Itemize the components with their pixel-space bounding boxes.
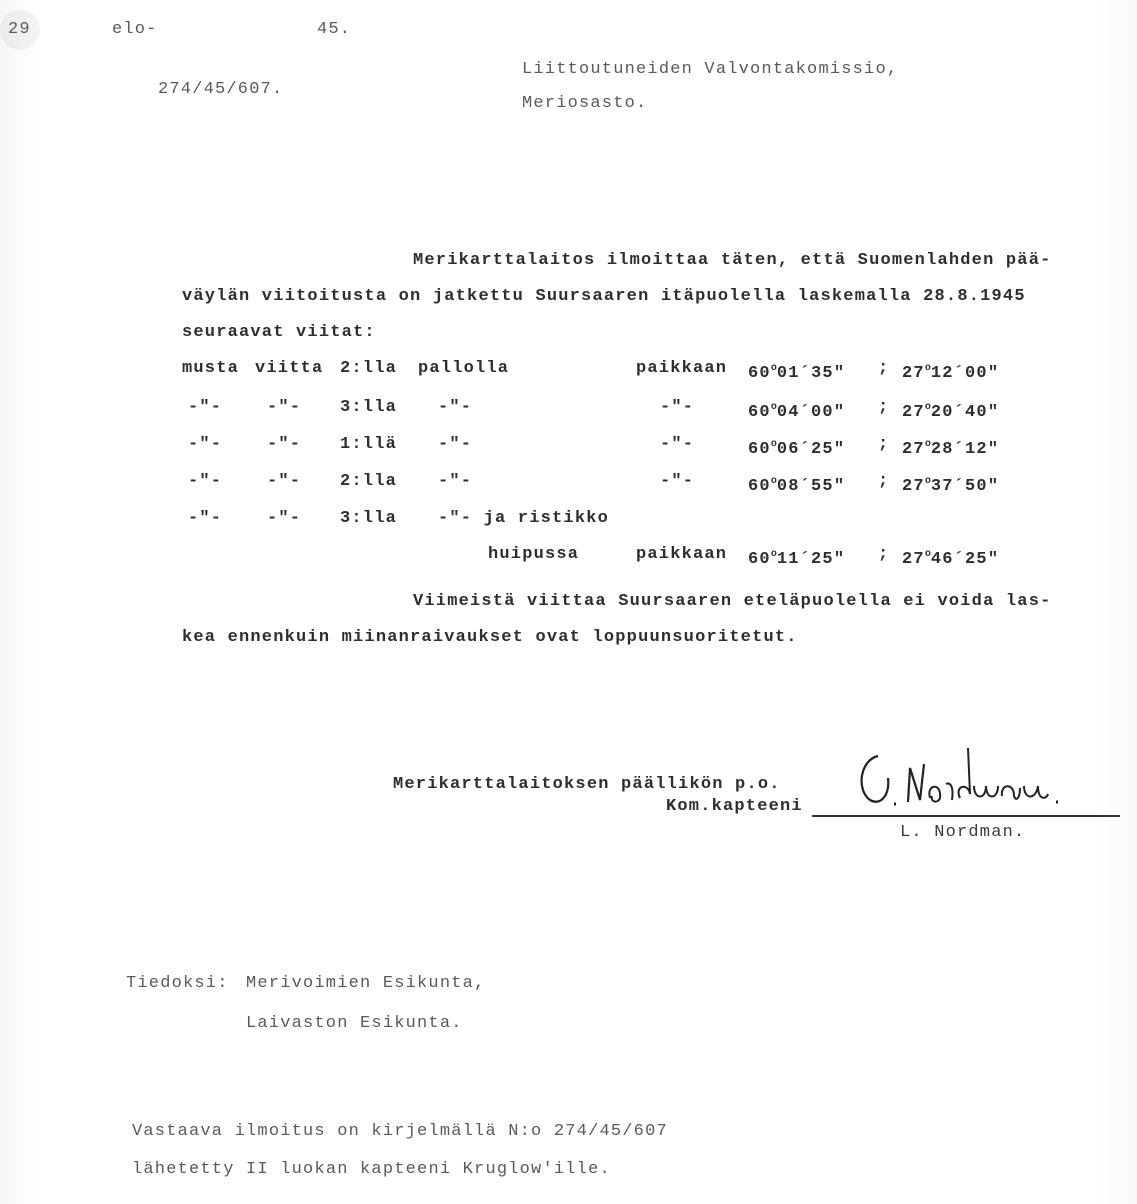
- coord-separator: ;: [878, 359, 890, 378]
- buoy-count: 2:lla: [340, 472, 398, 491]
- coord-separator: ;: [878, 472, 890, 491]
- buoy-longitude: 27$^o$20´40": [902, 402, 1000, 422]
- header-month: elo-: [112, 20, 158, 39]
- buoy-mark: -"- ja ristikko: [438, 509, 610, 528]
- footer-line-2: lähetetty II luokan kapteeni Kruglow'ille.: [132, 1160, 611, 1179]
- cc-line-2: Laivaston Esikunta.: [246, 1014, 463, 1033]
- signatory-rank: Kom.kapteeni: [666, 797, 803, 816]
- buoy-longitude: 27$^o$28´12": [902, 439, 1000, 459]
- buoy-mark: -"-: [438, 435, 473, 454]
- buoy-mark: pallolla: [418, 359, 510, 378]
- coord-separator: ;: [878, 545, 890, 564]
- closing-line-2: kea ennenkuin miinanraivaukset ovat loppuunsuoritetut.: [182, 628, 798, 647]
- buoy-latitude: 60$^o$06´25": [748, 439, 846, 459]
- recipient-line-2: Meriosasto.: [522, 94, 648, 113]
- buoy-location-label: -"-: [660, 398, 695, 417]
- buoy-mark: -"-: [438, 398, 473, 417]
- intro-line-2: väylän viitoitusta on jatkettu Suursaaren itäpuolella laskemalla 28.8.1945: [182, 287, 1026, 306]
- buoy-type: -"-: [267, 435, 302, 454]
- buoy-type: -"-: [267, 509, 302, 528]
- buoy-count: 3:lla: [340, 509, 398, 528]
- buoy-location-label: paikkaan: [636, 359, 728, 378]
- buoy-latitude: 60$^o$01´35": [748, 363, 846, 383]
- header-reference: 274/45/607.: [158, 80, 284, 99]
- buoy-latitude: 60$^o$11´25": [748, 549, 846, 569]
- buoy-type: -"-: [267, 398, 302, 417]
- buoy-color: musta: [182, 359, 240, 378]
- footer-line-1: Vastaava ilmoitus on kirjelmällä N:o 274/45/607: [132, 1122, 668, 1141]
- signatory-title: Merikarttalaitoksen päällikön p.o.: [393, 775, 781, 794]
- buoy-count: 2:lla: [340, 359, 398, 378]
- buoy-color: -"-: [188, 398, 223, 417]
- header-day: 29: [8, 20, 31, 39]
- buoy-color: -"-: [188, 509, 223, 528]
- handwritten-signature: [850, 738, 1090, 818]
- buoy-count: 1:llä: [340, 435, 398, 454]
- buoy-type: viitta: [255, 359, 324, 378]
- cc-line-1: Merivoimien Esikunta,: [246, 974, 486, 993]
- buoy-latitude: 60$^o$08´55": [748, 476, 846, 496]
- buoy-type: -"-: [267, 472, 302, 491]
- buoy-longitude: 27$^o$37´50": [902, 476, 1000, 496]
- cc-label: Tiedoksi:: [126, 974, 229, 993]
- buoy-color: -"-: [188, 472, 223, 491]
- buoy-mark-continued: huipussa: [488, 545, 580, 564]
- buoy-color: -"-: [188, 435, 223, 454]
- buoy-latitude: 60$^o$04´00": [748, 402, 846, 422]
- coord-separator: ;: [878, 398, 890, 417]
- buoy-longitude: 27$^o$12´00": [902, 363, 1000, 383]
- signatory-name: L. Nordman.: [900, 823, 1026, 842]
- buoy-longitude: 27$^o$46´25": [902, 549, 1000, 569]
- intro-line-3: seuraavat viitat:: [182, 323, 376, 342]
- buoy-location-label: -"-: [660, 435, 695, 454]
- closing-line-1: Viimeistä viittaa Suursaaren eteläpuolella ei voida las-: [413, 592, 1052, 611]
- buoy-mark: -"-: [438, 472, 473, 491]
- coord-separator: ;: [878, 435, 890, 454]
- recipient-line-1: Liittoutuneiden Valvontakomissio,: [522, 60, 899, 79]
- intro-line-1: Merikarttalaitos ilmoittaa täten, että Suomenlahden pää-: [413, 251, 1052, 270]
- buoy-location-label: -"-: [660, 472, 695, 491]
- buoy-count: 3:lla: [340, 398, 398, 417]
- buoy-location-label: paikkaan: [636, 545, 728, 564]
- header-year: 45.: [317, 20, 352, 39]
